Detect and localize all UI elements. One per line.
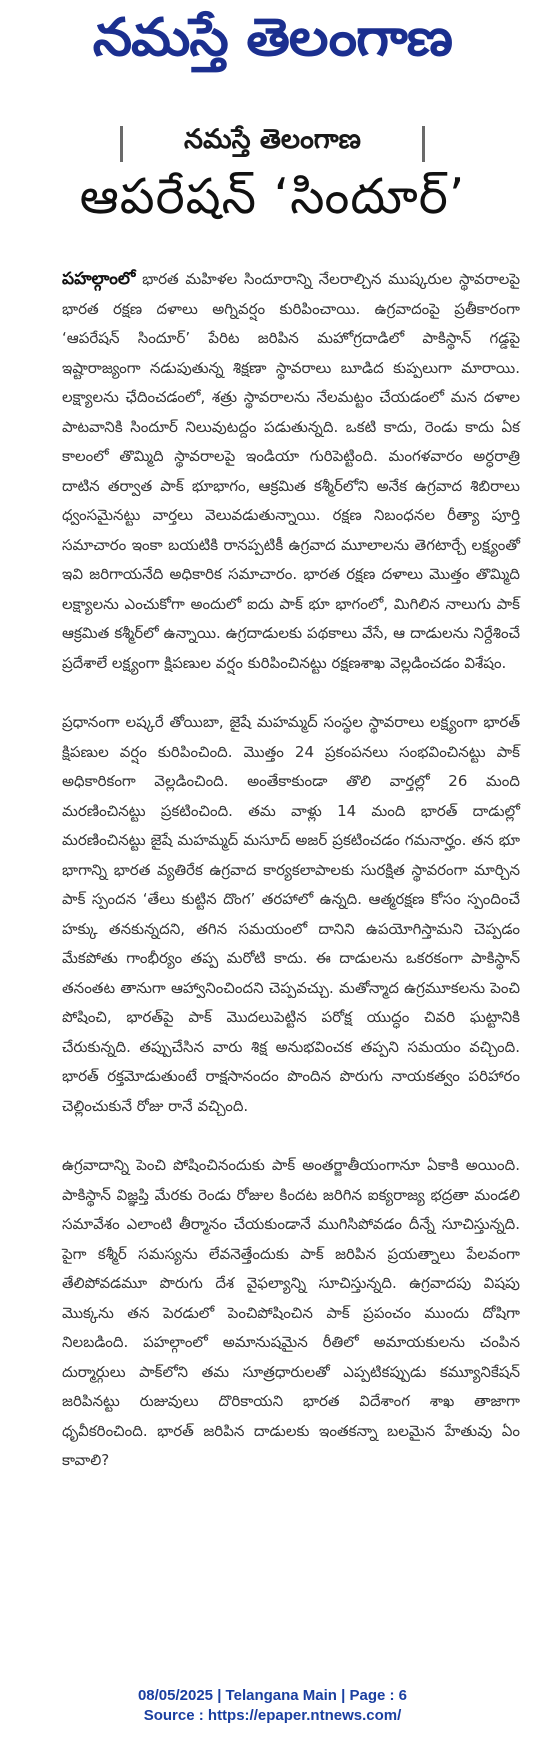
paragraph-1-text: భారత మహిళల సిందూరాన్ని నేలరాల్చిన ముష్కరుల స్థావరాలపై భారత రక్షణ దళాలు అగ్నివర్షం కురిపించాయి. ఉగ్రవాదంపై ప్రతీకారంగా ‘ఆపరేషన్ సిందూర్’ పేరిట జరిపిన మహోగ్రదాడిలో పాకిస్థాన్ గడ్డపై ఇష్టారాజ్యంగా నడుపుతున్న శిక్షణా స్థావరాలు బూడిద కుప్పలుగా మారాయి. లక్ష్యాలను ఛేదించడంలో, శత్రు స్థావరాలను నేలమట్టం చేయడంలో మన దళాల పాటవానికి సిందూర్ నిలువుటద్దం పడుతున్నది. ఒకటి కాదు, రెండు కాదు ఏక కాలంలో తొమ్మిది స్థావరాలపై ఇండియా గురిపెట్టింది. మంగళవారం అర్ధరాత్రి దాటిన తర్వాత పాక్ భూభాగం, ఆక్రమిత కశ్మీర్‌లోని అనేక ఉగ్రవాద శిబిరాలు ధ్వంసమైనట్టు వార్తలు వెలువడుతున్నాయి. రక్షణ నిబంధనల రీత్యా పూర్తి సమాచారం ఇంకా బయటికి రానప్పటికీ ఉగ్రవాద మూలాలను తెగటార్చే లక్ష్యంతో ఇవి జరిగాయనేది అధికారిక సమాచారం. భారత రక్షణ దళాలు మొత్తం తొమ్మిది లక్ష్యాలను ఎంచుకోగా అందులో ఐదు పాక్ భూ భాగంలో, మిగిలిన నాలుగు పాక్ ఆక్రమిత కశ్మీర్‌లో ఉన్నాయి. ఉగ్రదాడులకు పథకాలు వేసే, ఆ దాడులను నిర్దేశించే ప్రదేశాలే లక్ష్యంగా క్షిపణుల వర్షం కురిపించినట్టు రక్షణశాఖ వెల్లడించడం విశేషం.: [62, 270, 520, 672]
article-paragraph-2: ప్రధానంగా లష్కరే తోయిబా, జైషే మహమ్మద్ సంస్థల స్థావరాలు లక్ష్యంగా భారత్ క్షిపణుల వర్షం కురిపించింది. మొత్తం 24 ప్రకంపనలు సంభవించినట్టు పాక్ అధికారికంగా వెల్లడించింది. అంతేకాకుండా తొలి వార్తల్లో 26 మంది మరణించినట్టు ప్రకటించింది. తమ వాళ్లు 14 మంది భారత్ దాడుల్లో మరణించినట్టు జైషే మహమ్మద్ మసూద్ అజర్ ప్రకటించడం గమనార్హం. తన భూ భాగాన్ని భారత వ్యతిరేక ఉగ్రవాద కార్యకలాపాలకు సురక్షిత స్థావరంగా మార్చిన పాక్ స్పందన ‘తేలు కుట్టిన దొంగ’ తరహాలో ఉన్నది. ఆత్మరక్షణ కోసం స్పందించే హక్కు తనకున్నదని, తగిన సమయంలో దానిని ఉపయోగిస్తామని చెప్పడం మేకపోతు గాంభీర్యం తప్ప మరోటి కాదు. ఈ దాడులను ఒకరకంగా పాకిస్థాన్ తనంతట తానుగా ఆహ్వానించిందని చెప్పవచ్చు. మతోన్మాద ఉగ్రమూకలను పెంచి పోషించి, భారత్‌పై పాక్ మొదలుపెట్టిన పరోక్ష యుద్ధం చివరి ఘట్టానికి చేరుకున్నది. తప్పుచేసిన వారు శిక్ష అనుభవించక తప్పని సమయం వచ్చింది. భారత్ రక్తమోడుతుంటే రాక్షసానందం పొందిన పొరుగు నాయకత్వం పరిహారం చెల్లించుకునే రోజు రానే వచ్చింది.: [62, 713, 520, 1115]
headline: ఆపరేషన్ ‘సిందూర్’: [79, 168, 466, 225]
article-paragraph-3: ఉగ్రవాదాన్ని పెంచి పోషించినందుకు పాక్ అంతర్జాతీయంగానూ ఏకాకి అయింది. పాకిస్థాన్ విజ్ఞప్తి మేరకు రెండు రోజుల కిందట జరిగిన ఐక్యరాజ్య భద్రతా మండలి సమావేశం ఎలాంటి తీర్మానం చేయకుండానే ముగిసిపోవడం దీన్నే సూచిస్తున్నది. పైగా కశ్మీర్ సమస్యను లేవనెత్తేందుకు పాక్ జరిపిన ప్రయత్నాలు పేలవంగా తేలిపోవడమూ పొరుగు దేశ వైఫల్యాన్ని సూచిస్తున్నది. ఉగ్రవాదపు విషపు మొక్కను తన పెరడులో పెంచిపోషించిన పాక్ ప్రపంచం ముందు దోషిగా నిలబడింది. పహల్గాంలో అమానుషమైన రీతిలో అమాయకులను చంపిన దుర్మార్గులు పాక్‌లోని తమ సూత్రధారులతో ఎప్పటికప్పుడు కమ్యూనికేషన్ జరిపినట్టు రుజువులు దొరికాయని భారత విదేశాంగ శాఖ తాజాగా ధృవీకరించింది. భారత్ జరిపిన దాడులకు ఇంతకన్నా బలమైన హేతువు ఏం కావాలి?: [62, 1156, 520, 1469]
article-paragraph-1: [62, 265, 520, 678]
column-banner-divider-left: [120, 126, 123, 162]
masthead-title: నమస్తే తెలంగాణ: [92, 7, 453, 68]
column-banner-divider-right: [422, 126, 425, 162]
footer: [0, 1686, 545, 1726]
source-link[interactable]: Source : https://epaper.ntnews.com/: [143, 1707, 402, 1724]
edition-info: 08/05/2025 | Telangana Main | Page : 6: [137, 1687, 408, 1704]
column-title: నమస్తే తెలంగాణ: [184, 124, 361, 155]
lead-word: పహల్గాంలో: [62, 269, 136, 289]
article-body: [62, 265, 520, 1506]
column-banner: [120, 120, 425, 166]
masthead-logo: [0, 0, 545, 88]
